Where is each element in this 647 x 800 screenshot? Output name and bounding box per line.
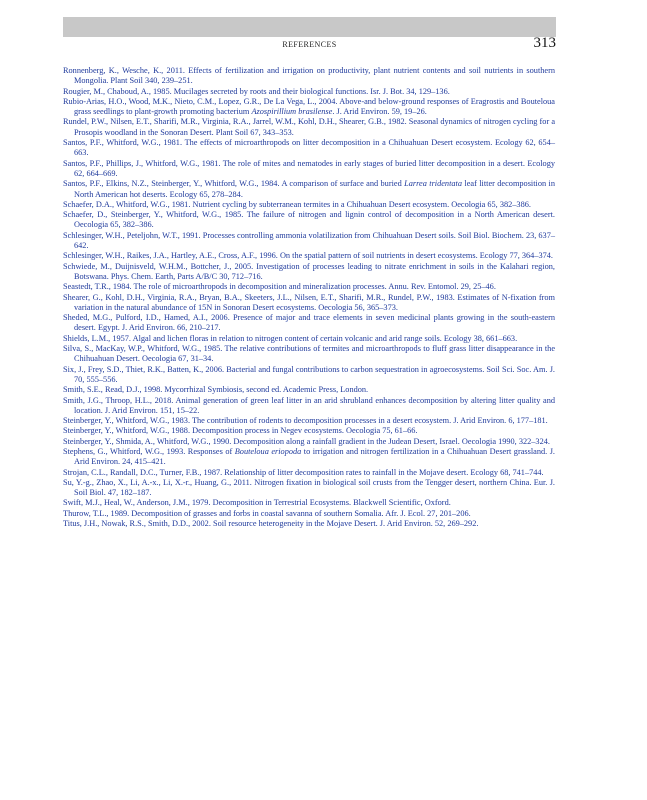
header-band [63,17,556,37]
reference-text: Schwiede, M., Duijnisveld, W.H.M., Bottcher, J., 2005. Investigation of processes leading to nitrate enrichment in soils in the Kalahari region, Botswana. Phys. Chem. Earth, Parts A/B/C 30, 712–716. [63,261,555,281]
reference-entry [63,97,555,118]
reference-species-name: Azospirillium brasilense [251,107,333,117]
reference-text: Titus, J.H., Nowak, R.S., Smith, D.D., 2002. Soil resource heterogeneity in the Mojave Desert. J. Arid Environ. 52, 269–292. [63,519,479,529]
reference-text: Schlesinger, W.H., Raikes, J.A., Hartley, A.E., Cross, A.F., 1996. On the spatial pattern of soil nutrients in desert ecosystems. Ecology 77, 364–374. [63,251,553,261]
reference-entry [63,334,555,344]
running-head: REFERENCES [282,40,337,49]
reference-text: Steinberger, Y., Shmida, A., Whitford, W.G., 1990. Decomposition along a rainfall gradient in the Judean Desert, Israel. Oecologia 1990, 322–324. [63,436,550,446]
reference-text: Santos, P.F., Elkins, N.Z., Steinberger, Y., Whitford, W.G., 1984. A comparison of surface and buried [63,179,405,189]
reference-text: Six, J., Frey, S.D., Thiet, R.K., Batten, K., 2006. Bacterial and fungal contributions to carbon sequestration in agroecosystems. Soil Sci. Soc. Am. J. 70, 555–556. [63,364,555,384]
reference-entry [63,344,555,365]
reference-entry [63,179,555,200]
reference-entry [63,159,555,180]
reference-text: Schaefer, D., Steinberger, Y., Whitford, W.G., 1985. The failure of nitrogen and lignin control of decomposition in a North American desert. Oecologia 65, 382–386. [63,210,555,230]
reference-entry [63,385,555,395]
reference-text: Santos, P.F., Whitford, W.G., 1981. The effects of microarthropods on litter decomposition in a Chihuahuan Desert ecosystem. Ecology 62, 654–663. [63,138,555,158]
reference-entry [63,447,555,468]
reference-text: Thurow, T.L., 1989. Decomposition of grasses and forbs in coastal savanna of southern Somalia. Afr. J. Ecol. 27, 201–206. [63,508,471,518]
reference-entry [63,498,555,508]
page-number: 313 [533,35,556,51]
reference-text: Steinberger, Y., Whitford, W.G., 1983. The contribution of rodents to decomposition processes in a desert ecosystem. J. Arid Environ. 6, 177–181. [63,416,548,426]
reference-text-continued: to irrigation and nitrogen fertilization in a Chihuahuan Desert grassland. J. Arid Environ. 24, 415–421. [74,446,556,467]
reference-text: Su, Y.-g., Zhao, X., Li, A.-x., Li, X.-r., Huang, G., 2011. Nitrogen fixation in biological soil crusts from the Tengger desert, northern China. Eur. J. Soil Biol. 47, 182–187. [63,477,555,498]
reference-text: Strojan, C.L., Randall, D.C., Turner, F.B., 1987. Relationship of litter decomposition rates to rainfall in the Mojave desert. Ecology 68, 741–744. [63,467,544,477]
reference-entry [63,87,555,97]
reference-text: Rougier, M., Chaboud, A., 1985. Mucilages secreted by roots and their biological functions. Isr. J. Bot. 34, 129–136. [63,86,450,96]
reference-text: Rundel, P.W., Nilsen, E.T., Sharifi, M.R., Virginia, R.A., Jarrel, W.M., Kohl, D.H., Shearer, G.B., 1982. Seasonal dynamics of nitrogen cycling for a Prosopis woodland in the Sonoran Desert. Plant Soil 67, 343–353. [63,117,555,137]
reference-entry [63,313,555,334]
reference-species-name: Larrea tridentata [404,179,462,189]
reference-text: Seastedt, T.R., 1984. The role of microarthropods in decomposition and mineralization processes. Annu. Rev. Entomol. 29, 25–46. [63,282,496,292]
reference-entry [63,293,555,314]
reference-entry [63,478,555,499]
reference-text: Sheded, M.G., Pulford, I.D., Hamed, A.I., 2006. Presence of major and trace elements in seven medicinal plants growing in the south-eastern desert. Egypt. J. Arid Environ. 66, 210–217. [63,313,555,333]
reference-text: Schlesinger, W.H., Peteljohn, W.T., 1991. Processes controlling ammonia volatilization from Chihuahuan Desert soils. Soil Biol. Biochem. 23, 637–642. [63,230,555,251]
reference-entry [63,365,555,386]
reference-text: Smith, J.G., Throop, H.L., 2018. Animal generation of green leaf litter in an arid shrubland enhances decomposition by altering litter quality and location. J. Arid Environ. 151, 15–22. [63,395,555,415]
reference-text: Silva, S., MacKay, W.P., Whitford, W.G., 1985. The relative contributions of termites and microarthropods to fluff grass litter disappearance in the Chihuahuan Desert. Oecologia 67, 31–34. [63,344,555,364]
reference-text-continued: . J. Arid Environ. 59, 19–26. [332,107,427,117]
reference-list [63,66,555,529]
reference-text: Shearer, G., Kohl, D.H., Virginia, R.A., Bryan, B.A., Skeeters, J.L., Nilsen, E.T., Sharifi, M.R., Rundel, P.W., 1983. Estimates of N-fixation from variation in the natural abundance of 15N in Sonoran Desert ecosystems. Oecologia 56, 365–373. [63,292,555,312]
reference-entry [63,200,555,210]
reference-entry [63,426,555,436]
reference-text: Ronnenberg, K., Wesche, K., 2011. Effects of fertilization and irrigation on productivity, plant nutrient contents and soil nutrients in southern Mongolia. Plant Soil 340, 239–251. [63,66,555,86]
reference-text: Swift, M.J., Heal, W., Anderson, J.M., 1979. Decomposition in Terrestrial Ecosystems. Blackwell Scientific, Oxford. [63,498,451,508]
reference-entry [63,519,555,529]
reference-text: Stephens, G., Whitford, W.G., 1993. Responses of [63,446,235,456]
reference-entry [63,282,555,292]
reference-entry [63,117,555,138]
reference-text: Santos, P.F., Phillips, J., Whitford, W.G., 1981. The role of mites and nematodes in early stages of buried litter decomposition in a desert. Ecology 62, 664–669. [63,158,555,178]
reference-entry [63,251,555,261]
reference-text: Shields, L.M., 1957. Algal and lichen floras in relation to nitrogen content of certain volcanic and arid range soils. Ecology 38, 661–663. [63,333,518,343]
reference-entry [63,138,555,159]
reference-entry [63,437,555,447]
reference-text: Smith, S.E., Read, D.J., 1998. Mycorrhizal Symbiosis, second ed. Academic Press, London. [63,385,369,395]
reference-entry [63,509,555,519]
reference-text: Rubio-Arias, H.O., Wood, M.K., Nieto, C.M., Lopez, G.R., De La Vega, L., 2004. Above-and below-ground responses of Eragrostis and Bouteloua grass seedlings to plant-growth promoting bacterium [63,96,555,117]
reference-text: Schaefer, D.A., Whitford, W.G., 1981. Nutrient cycling by subterranean termites in a Chihuahuan Desert ecosystem. Oecologia 65, 382–386. [63,199,531,209]
reference-entry [63,66,555,87]
reference-entry [63,231,555,252]
reference-entry [63,468,555,478]
reference-entry [63,262,555,283]
reference-species-name: Bouteloua eriopoda [234,446,302,456]
reference-text-continued: leaf litter decomposition in North American hot deserts. Ecology 65, 278–284. [74,179,555,199]
reference-entry [63,396,555,417]
reference-entry [63,210,555,231]
reference-text: Steinberger, Y., Whitford, W.G., 1988. Decomposition process in Negev ecosystems. Oecologia 75, 61–66. [63,426,418,436]
reference-entry [63,416,555,426]
